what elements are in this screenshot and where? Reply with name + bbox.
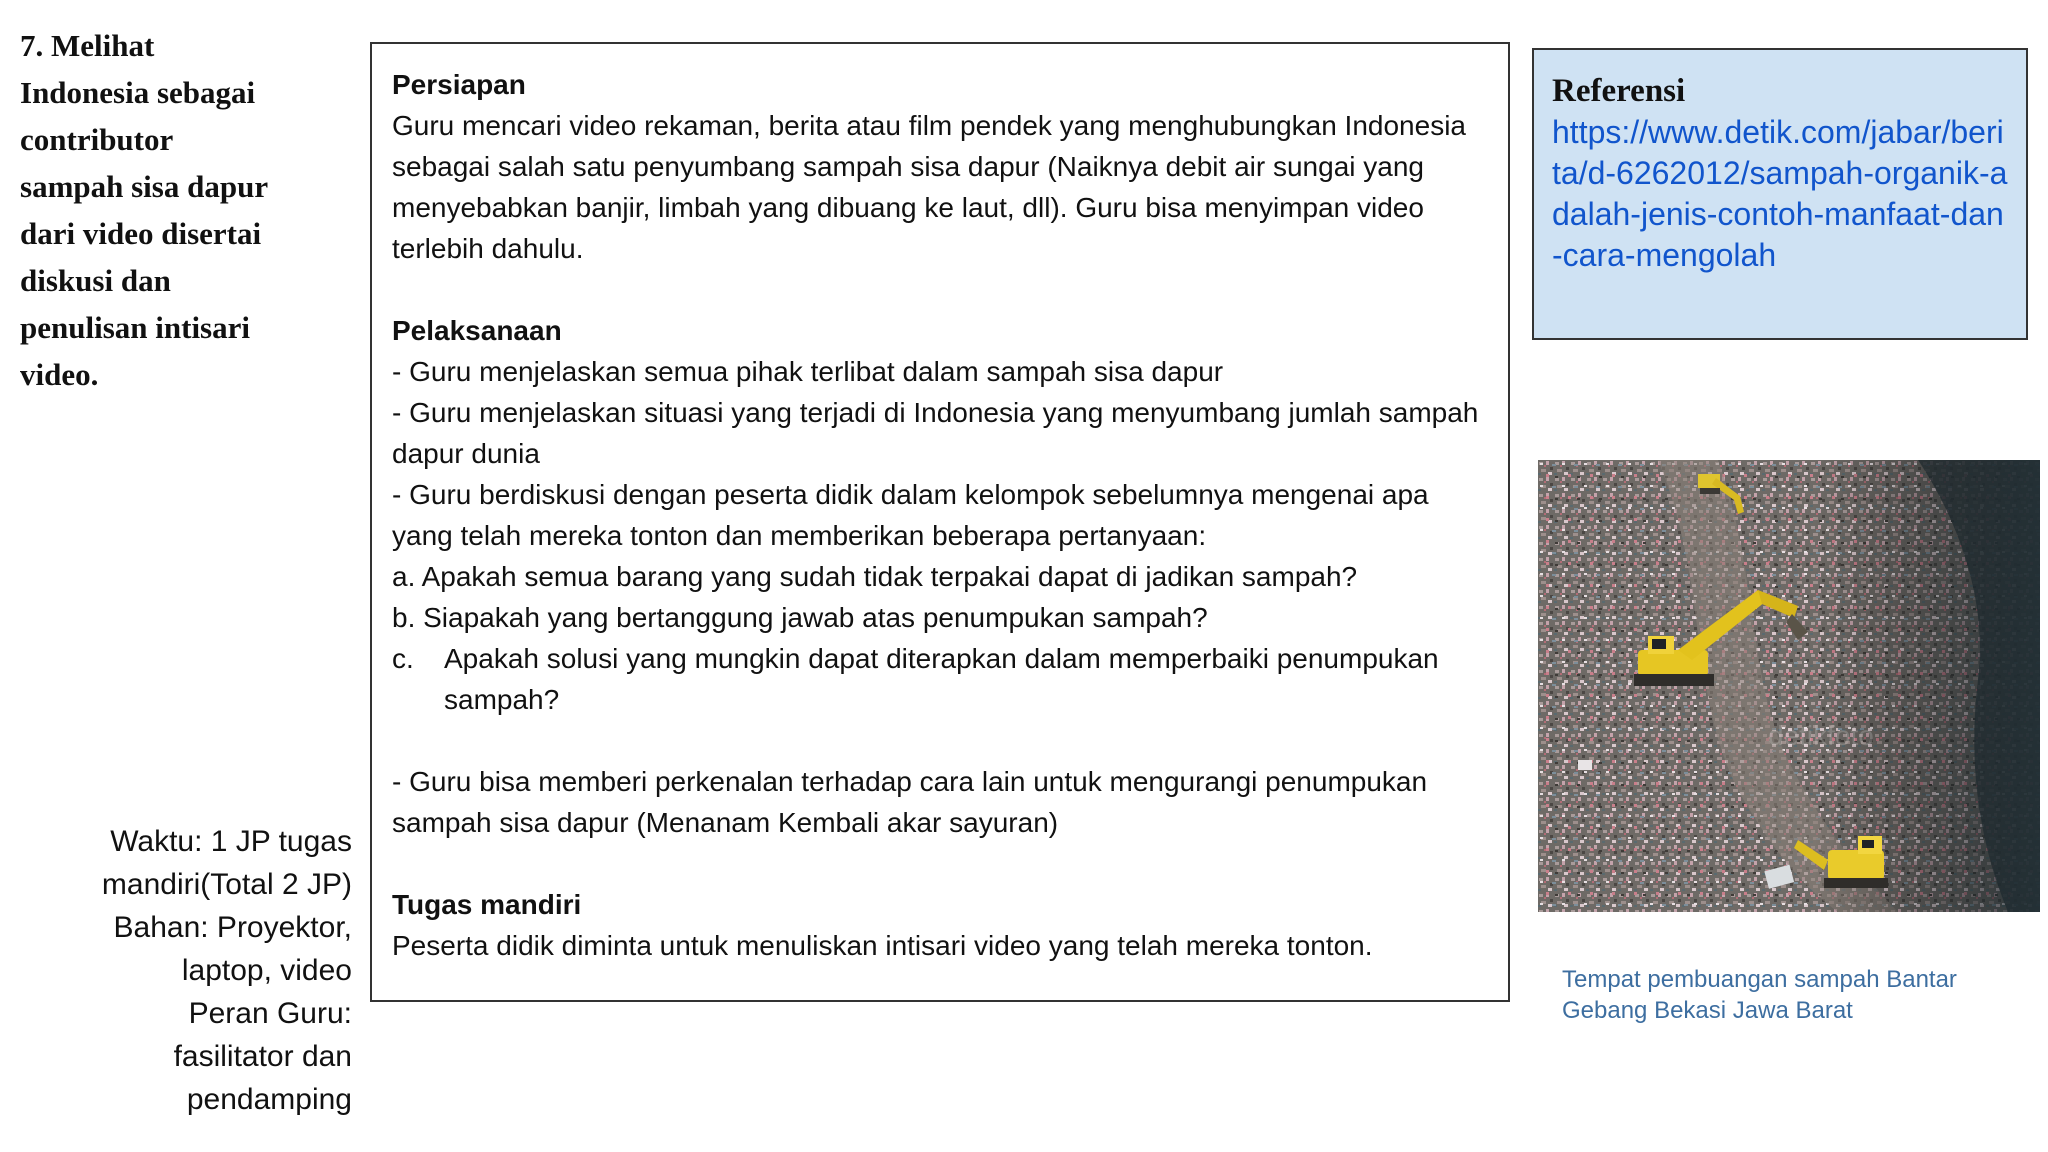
section-title-persiapan: Persiapan bbox=[392, 69, 526, 100]
pelaksanaan-item: - Guru menjelaskan situasi yang terjadi di Indonesia yang menyumbang jumlah sampah dapur dunia bbox=[392, 397, 1479, 469]
reference-box bbox=[1532, 48, 2028, 340]
meta-line: Peran Guru: bbox=[188, 997, 352, 1030]
section-title-pelaksanaan: Pelaksanaan bbox=[392, 315, 562, 346]
reference-link[interactable]: https://www.detik.com/jabar/berita/d-6262012/sampah-organik-adalah-jenis-contoh-manfaat-dan-cara-mengolah bbox=[1552, 114, 2008, 273]
svg-text:detikfoto: detikfoto bbox=[1768, 720, 1874, 751]
list-item-text: Apakah solusi yang mungkin dapat diterapkan dalam memperbaiki penumpukan sampah? bbox=[444, 643, 1439, 715]
meta-line: mandiri(Total 2 JP) bbox=[101, 868, 352, 901]
meta-line: Bahan: Proyektor, bbox=[113, 911, 352, 944]
landfill-photo bbox=[1538, 460, 2040, 912]
list-marker: c. bbox=[392, 643, 414, 674]
meta-line: pendamping bbox=[186, 1083, 352, 1116]
pelaksanaan-extra: - Guru bisa memberi perkenalan terhadap cara lain untuk mengurangi penumpukan sampah sisa dapur (Menanam Kembali akar sayuran) bbox=[392, 766, 1428, 838]
meta-line: laptop, video bbox=[181, 954, 352, 987]
meta-line: fasilitator dan bbox=[173, 1040, 352, 1073]
pelaksanaan-item: - Guru berdiskusi dengan peserta didik dalam kelompok sebelumnya mengenai apa yang telah mereka tonton dan memberikan beberapa pertanyaan: bbox=[392, 479, 1429, 551]
photo-caption: Tempat pembuangan sampah Bantar Gebang Bekasi Jawa Barat bbox=[1562, 966, 1957, 1024]
pelaksanaan-item-c bbox=[392, 638, 1488, 720]
pelaksanaan-item: a. Apakah semua barang yang sudah tidak terpakai dapat di jadikan sampah? bbox=[392, 561, 1358, 592]
activity-title: 7. Melihat Indonesia sebagai contributor sampah sisa dapur dari video disertai diskusi dan penulisan intisari video. bbox=[20, 28, 269, 392]
persiapan-text: Guru mencari video rekaman, berita atau film pendek yang menghubungkan Indonesia sebagai salah satu penyumbang sampah sisa dapur (Naiknya debit air sungai yang menyebabkan banjir, limbah yang dibuang ke laut, dll). Guru bisa menyimpan video terlebih dahulu. bbox=[392, 110, 1466, 264]
pelaksanaan-item: - Guru menjelaskan semua pihak terlibat dalam sampah sisa dapur bbox=[392, 356, 1224, 387]
activity-steps-box bbox=[370, 42, 1510, 1002]
activity-meta bbox=[32, 820, 352, 1121]
pelaksanaan-item: b. Siapakah yang bertanggung jawab atas penumpukan sampah? bbox=[392, 602, 1208, 633]
section-title-tugas: Tugas mandiri bbox=[392, 889, 582, 920]
reference-title: Referensi bbox=[1552, 73, 1686, 109]
tugas-text: Peserta didik diminta untuk menuliskan intisari video yang telah mereka tonton. bbox=[392, 930, 1373, 961]
meta-line: Waktu: 1 JP tugas bbox=[110, 825, 352, 858]
